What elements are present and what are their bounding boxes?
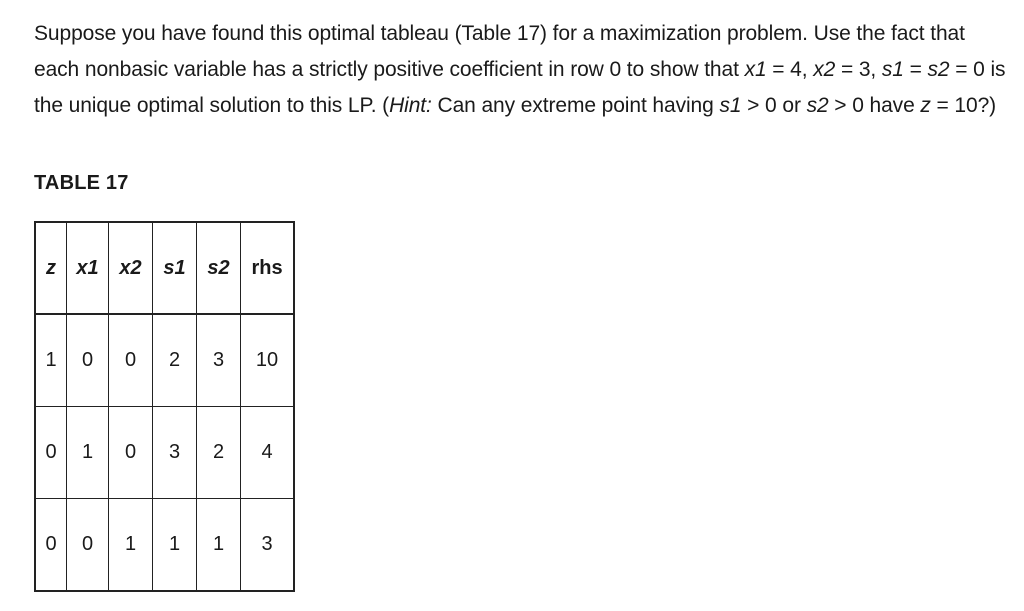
table-cell: 1 bbox=[197, 499, 241, 592]
table-row bbox=[35, 407, 294, 499]
table-cell: 2 bbox=[197, 407, 241, 499]
table-row bbox=[35, 499, 294, 592]
var-s1: s1 bbox=[881, 58, 904, 81]
table-cell: 3 bbox=[153, 407, 197, 499]
var-s2: s2 bbox=[927, 58, 950, 81]
header-s2: s2 bbox=[197, 222, 241, 314]
table-cell: 0 bbox=[35, 499, 67, 592]
header-z: z bbox=[35, 222, 67, 314]
table-cell: 1 bbox=[35, 314, 67, 407]
table-row bbox=[35, 314, 294, 407]
var-s2-hint: s2 bbox=[806, 94, 829, 117]
table-cell: 2 bbox=[153, 314, 197, 407]
table-cell: 1 bbox=[67, 407, 109, 499]
header-x2: x2 bbox=[109, 222, 153, 314]
table-title: TABLE 17 bbox=[34, 172, 129, 194]
problem-statement: Suppose you have found this optimal tableau (Table 17) for a maximization problem. Use the fact that each nonbasic variable has a strictly positive coefficient in row 0 to show that x1 = 4, x2 = 3, s1 = s2 = 0 is the unique optimal solution to this LP. (Hint: Can any extreme point having s1 > 0 or s2 > 0 have z = 10?) bbox=[34, 22, 1006, 117]
table-cell: 1 bbox=[109, 499, 153, 592]
table-cell: 0 bbox=[109, 314, 153, 407]
header-rhs: rhs bbox=[241, 222, 295, 314]
var-s1-hint: s1 bbox=[719, 94, 742, 117]
table-cell: 10 bbox=[241, 314, 295, 407]
table-cell: 0 bbox=[35, 407, 67, 499]
table-header-row bbox=[35, 222, 294, 314]
header-x1: x1 bbox=[67, 222, 109, 314]
var-x1: x1 bbox=[744, 58, 767, 81]
header-s1: s1 bbox=[153, 222, 197, 314]
optimal-tableau bbox=[34, 221, 295, 592]
var-x2: x2 bbox=[813, 58, 836, 81]
table-cell: 0 bbox=[67, 314, 109, 407]
var-z: z bbox=[920, 94, 931, 117]
table-cell: 0 bbox=[67, 499, 109, 592]
hint-label: Hint: bbox=[389, 94, 432, 117]
table-cell: 1 bbox=[153, 499, 197, 592]
table-cell: 4 bbox=[241, 407, 295, 499]
table-cell: 0 bbox=[109, 407, 153, 499]
table-cell: 3 bbox=[197, 314, 241, 407]
table-cell: 3 bbox=[241, 499, 295, 592]
